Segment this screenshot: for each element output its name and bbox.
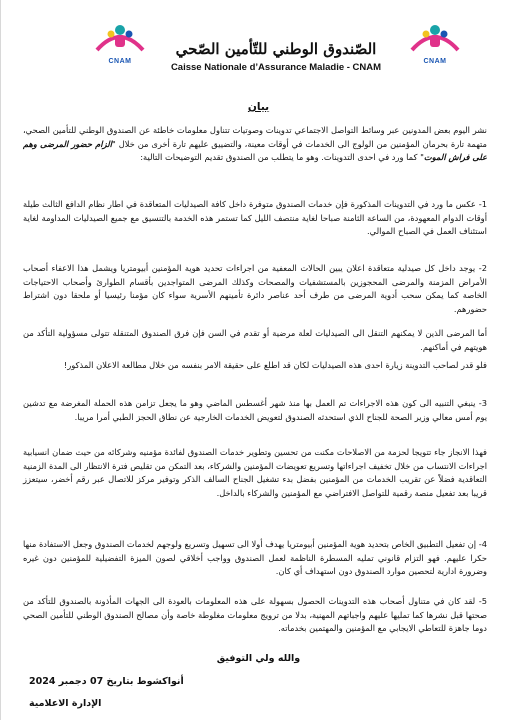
signature: الإدارة الاعلامية	[29, 698, 102, 709]
intro-quote: الزام حضور المرضى وهم على فراش الموت	[23, 138, 487, 163]
point-2-remark: فلو قدر لصاحب التدوينة زيارة احدى هذه الصيدليات لكان قد اطلع على حقيقة الامر بنفسه من خلال مطالعة الاعلان المذكور!	[63, 360, 487, 370]
cnam-logo-right	[406, 20, 464, 76]
page-title: بيان	[247, 101, 270, 113]
point-1-paragraph: 1- عكس ما ورد في التدوينات المذكورة فإن خدمات الصندوق متوفرة داخل كافة الصيدليات المتعاقدة في اطار نظام الدافع الثالث طيلة أوقات الدوام المعهودة، من الساعة الثامنة صباحا لغاية منتصف الليل كما تستمر هذه الخدمة بالتنسيق مع جميع الصيدليات المداومة لغاية استئناف العمل في الصباح الموالي.	[23, 199, 487, 237]
point-2-followup: أما المرضى الذين لا يمكنهم التنقل الى الصيدليات لعلة مرضية أو تقدم في السن فإن فرق الصندوق المتنقلة تتولى مسؤولية التأكد من هويتهم في أماكنهم.	[23, 328, 487, 352]
cnam-emblem-icon	[406, 20, 464, 60]
org-name-arabic: الصّندوق الوطني للتّأمين الصّحي	[175, 40, 377, 58]
point-4-paragraph: 4- إن تفعيل التطبيق الخاص بتحديد هوية المؤمنين أبيومتريا يهدف أولا الى تسهيل وتسريع ولوجهم لخدمات الصندوق وجعل الاستفادة منها حكرا عليهم. فهو التزام قانوني تمليه المسطرة الناظمة لعمل الصندوق وواجب أخلاقي لصون الميزة التفضيلية للمؤمنين دون غيره وضرورة ادارية لتحصين موارد الصندوق دون استهداف أي كان.	[23, 539, 487, 577]
intro-paragraph: نشر اليوم بعض المدونين عبر وسائط التواصل الاجتماعي تدوينات وصوتيات تتناول معلومات خاطئة عن الصندوق الوطني للتأمين الصحي، متهمة تارة بحرمان المؤمنين من الولوج الى الخدمات في أوقات معينة، والتضييق عليهم تارة أخرى من خلال "الزام حضور المرضى وهم على فراش الموت" كما ورد في احدى التدوينات. وهو ما يتطلب من الصندوق تقديم التوضيحات التالية:	[23, 125, 487, 163]
point-5-paragraph: 5- لقد كان في متناول أصحاب هذه التدوينات الحصول بسهولة على هذه المعلومات بالعودة الى الجهات المأذونة بالصندوق للتأكد من صحتها قبل نشرها كما تمليها عليهم واجباتهم المهنية، بدلا من ترويج معلومات مغلوطة خاصة وأن مصالح الصندوق الوطني للتأمين الصحي دوما جاهزة للتعاطي الايجابي مع المؤمنين والمهتمين بخدماته.	[23, 596, 487, 634]
point-3-followup: فهذا الانجاز جاء تتويجا لحزمة من الاصلاحات مكنت من تحسين وتطوير خدمات الصندوق لفائدة مؤمنيه وشركائه من حيث ضمان انسيابية اجراءات الانتساب من خلال تخفيف اجراءاتها وتسريع تعويضات المؤمنين والشركاء، بعد التمكن من تقليص فترة الانتظار الى المدة الزمنية التعاقدية فضلاً عن تقريب الخدمات من المؤمنين بفضل بدء تشغيل الجناح السالف الذكر وتوفير مركز للاتصال عبر رقم أخضر، سيتعزز قريبا بعد تفعيل منصة رقمية للتواصل الافتراضي مع المؤمنين والشركاء بالداخل.	[23, 447, 487, 498]
point-3-paragraph: 3- ينبغي التنبيه الى كون هذه الاجراءات تم العمل بها منذ شهر أغسطس الماضي وهو ما يجعل تزامن هذه الحملة المغرضة مع تدشين يوم أمس معالي وزير الصحة للجناح الذي استحدثه الصندوق لتعويض الخدمات الخارجية عن نطاق الحجز الطبي أمرا مريبا.	[23, 398, 487, 422]
org-name-french: Caisse Nationale d’Assurance Maladie - CNAM	[170, 62, 382, 73]
cnam-logo-left	[91, 20, 149, 76]
intro-text-2: كما ورد في احدى التدوينات. وهو ما يتطلب من الصندوق تقديم التوضيحات التالية:	[140, 152, 421, 163]
intro-text-1: نشر اليوم بعض المدونين عبر وسائط التواصل الاجتماعي تدوينات وصوتيات تتناول معلومات خاطئة عن الصندوق الوطني للتأمين الصحي، متهمة تارة بحرمان المؤمنين من الولوج الى الخدمات في أوقات معينة، والتضييق عليهم تارة أخرى من خلال	[23, 125, 487, 149]
place-date: أنواكشوط بتاريخ 07 دجمبر 2024	[29, 676, 184, 687]
logo-text: CNAM	[423, 58, 447, 65]
cnam-emblem-icon	[91, 20, 149, 60]
logo-text: CNAM	[108, 58, 132, 65]
point-2-paragraph: 2- يوجد داخل كل صيدلية متعاقدة اعلان يبين الحالات المعفية من اجراءات تحديد هوية المؤمنين أبيومتريا ويشمل هذا الاعفاء أصحاب الأمراض المزمنة والمرضى المحجوزين بالمستشفيات والمصحات وكذلك المرضى المتواجدين بأقسام الطوارئ وأصحاب الاحتياجات الخاصة كما يمكن سحب أدوية المرضى من طرف أحد عناصر دائرة تأمينهم الأسرية سواء كان مؤمنا رئيسيا أو ملحقا دون اشتراط حضورهم.	[23, 263, 487, 314]
closing-phrase: والله ولي التوفيق	[216, 653, 301, 664]
